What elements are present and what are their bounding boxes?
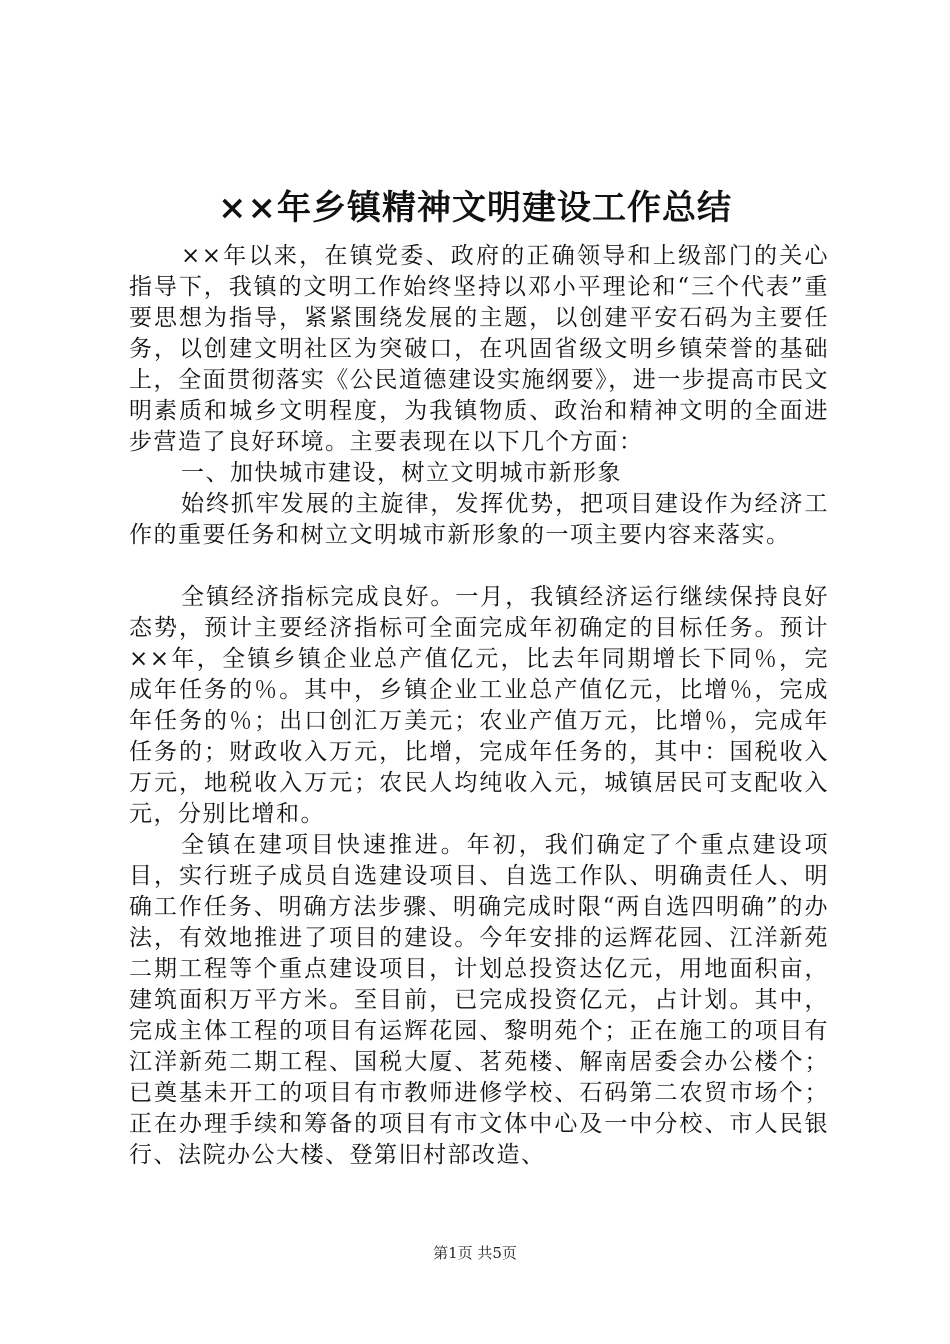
paragraph-spacer [129, 551, 829, 582]
construction-projects-paragraph: 全镇在建项目快速推进。年初，我们确定了个重点建设项目，实行班子成员自选建设项目、自选工作队、明确责任人、明确工作任务、明确方法步骤、明确完成时限“两自选四明确”的办法，有效地推进了项目的建设。今年安排的运辉花园、江洋新苑二期工程等个重点建设项目，计划总投资达亿元，用地面积亩，建筑面积万平方米。至目前，已完成投资亿元，占计划。其中，完成主体工程的项目有运辉花园、黎明苑个；正在施工的项目有江洋新苑二期工程、国税大厦、茗苑楼、解南居委会办公楼个；已奠基未开工的项目有市教师进修学校、石码第二农贸市场个；正在办理手续和筹备的项目有市文体中心及一中分校、市人民银行、法院办公大楼、登第旧村部改造、 [129, 832, 829, 1168]
document-title: ××年乡镇精神文明建设工作总结 [218, 188, 732, 228]
economic-indicators-paragraph: 全镇经济指标完成良好。一月，我镇经济运行继续保持良好态势，预计主要经济指标可全面完成年初确定的目标任务。预计××年，全镇乡镇企业总产值亿元，比去年同期增长下同％，完成年任务的％。其中，乡镇企业工业总产值亿元，比增％，完成年任务的％；出口创汇万美元；农业产值万元，比增％，完成年任务的；财政收入万元，比增，完成年任务的，其中：国税收入万元，地税收入万元；农民人均纯收入元，城镇居民可支配收入元，分别比增和。 [129, 584, 829, 827]
document-body [129, 241, 829, 1171]
page-number-footer: 第1页 共5页 [433, 1244, 517, 1262]
section-heading: 一、加快城市建设，树立文明城市新形象 [181, 460, 622, 486]
intro-paragraph: ××年以来，在镇党委、政府的正确领导和上级部门的关心指导下，我镇的文明工作始终坚持以邓小平理论和“三个代表”重要思想为指导，紧紧围绕发展的主题，以创建平安石码为主要任务，以创建文明社区为突破口，在巩固省级文明乡镇荣誉的基础上，全面贯彻落实《公民道德建设实施纲要》，进一步提高市民文明素质和城乡文明程度，为我镇物质、政治和精神文明的全面进步营造了良好环境。主要表现在以下几个方面： [129, 243, 829, 455]
section-intro-paragraph: 始终抓牢发展的主旋律，发挥优势，把项目建设作为经济工作的重要任务和树立文明城市新形象的一项主要内容来落实。 [129, 491, 829, 548]
